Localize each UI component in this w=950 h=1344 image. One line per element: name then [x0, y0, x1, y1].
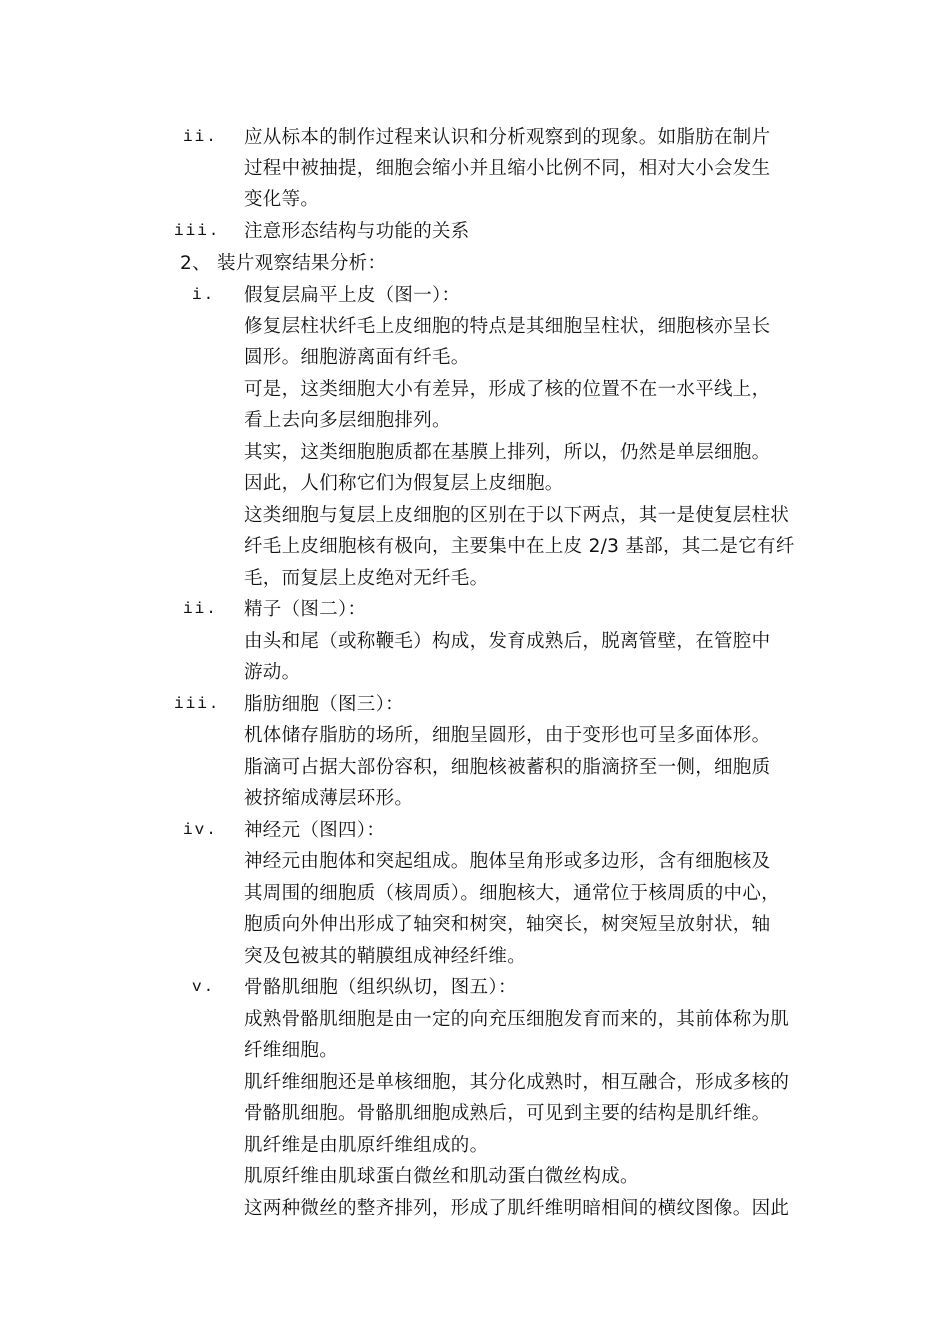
paragraph-line: 纤毛上皮细胞核有极向，主要集中在上皮 2/3 基部，其二是它有纤: [244, 536, 795, 557]
paragraph-line: 骨骼肌细胞。骨骼肌细胞成熟后，可见到主要的结构是肌纤维。: [244, 1103, 771, 1124]
paragraph-line: 因此，人们称它们为假复层上皮细胞。: [244, 473, 564, 494]
paragraph-line: 变化等。: [244, 189, 320, 210]
paragraph-line: 脂滴可占据大部份容积，细胞核被蓄积的脂滴挤至一侧，细胞质: [244, 757, 771, 778]
list-marker: ii.: [183, 600, 218, 618]
paragraph-line: 肌纤维是由肌原纤维组成的。: [244, 1135, 489, 1156]
paragraph-line: 这类细胞与复层上皮细胞的区别在于以下两点，其一是使复层柱状: [244, 505, 790, 526]
paragraph-line: 肌原纤维由肌球蛋白微丝和肌动蛋白微丝构成。: [244, 1166, 639, 1187]
paragraph-line: 毛，而复层上皮绝对无纤毛。: [244, 568, 489, 589]
paragraph-line: 修复层柱状纤毛上皮细胞的特点是其细胞呈柱状，细胞核亦呈长: [244, 316, 771, 337]
paragraph-line: 看上去向多层细胞排列。: [244, 410, 451, 431]
section-heading: 2、 装片观察结果分析：: [180, 253, 387, 274]
item-heading: 神经元（图四）：: [244, 820, 386, 841]
list-marker: iv.: [183, 821, 218, 839]
paragraph-line: 应从标本的制作过程来认识和分析观察到的现象。如脂肪在制片: [244, 127, 771, 148]
paragraph-line: 机体储存脂肪的场所，细胞呈圆形，由于变形也可呈多面体形。: [244, 725, 771, 746]
paragraph-line: 神经元由胞体和突起组成。胞体呈角形或多边形，含有细胞核及: [244, 851, 771, 872]
paragraph-line: 其周围的细胞质（核周质）。细胞核大，通常位于核周质的中心，: [244, 883, 780, 904]
item-heading: 精子（图二）：: [244, 599, 367, 620]
paragraph-line: 肌纤维细胞还是单核细胞，其分化成熟时，相互融合，形成多核的: [244, 1072, 790, 1093]
list-marker: iii.: [174, 695, 221, 713]
paragraph-line: 这两种微丝的整齐排列，形成了肌纤维明暗相间的横纹图像。因此: [244, 1198, 790, 1219]
paragraph-line: 游动。: [244, 662, 301, 683]
paragraph-line: 成熟骨骼肌细胞是由一定的向充压细胞发育而来的，其前体称为肌: [244, 1009, 790, 1030]
paragraph-line: 被挤缩成薄层环形。: [244, 788, 414, 809]
item-heading: 骨骼肌细胞（组织纵切，图五）：: [244, 977, 517, 998]
paragraph-line: 可是，这类细胞大小有差异，形成了核的位置不在一水平线上，: [244, 379, 771, 400]
list-marker: v.: [192, 978, 216, 996]
paragraph-line: 由头和尾（或称鞭毛）构成，发育成熟后，脱离管壁，在管腔中: [244, 631, 771, 652]
paragraph-line: 注意形态结构与功能的关系: [244, 221, 470, 242]
paragraph-line: 胞质向外伸出形成了轴突和树突，轴突长，树突短呈放射状，轴: [244, 914, 771, 935]
item-heading: 假复层扁平上皮（图一）：: [244, 285, 461, 306]
list-marker: ii.: [183, 128, 218, 146]
item-heading: 脂肪细胞（图三）：: [244, 694, 404, 715]
list-marker: i.: [192, 286, 216, 304]
paragraph-line: 纤维细胞。: [244, 1040, 339, 1061]
paragraph-line: 突及包被其的鞘膜组成神经纤维。: [244, 946, 527, 967]
paragraph-line: 过程中被抽提，细胞会缩小并且缩小比例不同，相对大小会发生: [244, 158, 771, 179]
paragraph-line: 圆形。细胞游离面有纤毛。: [244, 347, 470, 368]
list-marker: iii.: [174, 222, 221, 240]
paragraph-line: 其实，这类细胞胞质都在基膜上排列，所以，仍然是单层细胞。: [244, 442, 771, 463]
